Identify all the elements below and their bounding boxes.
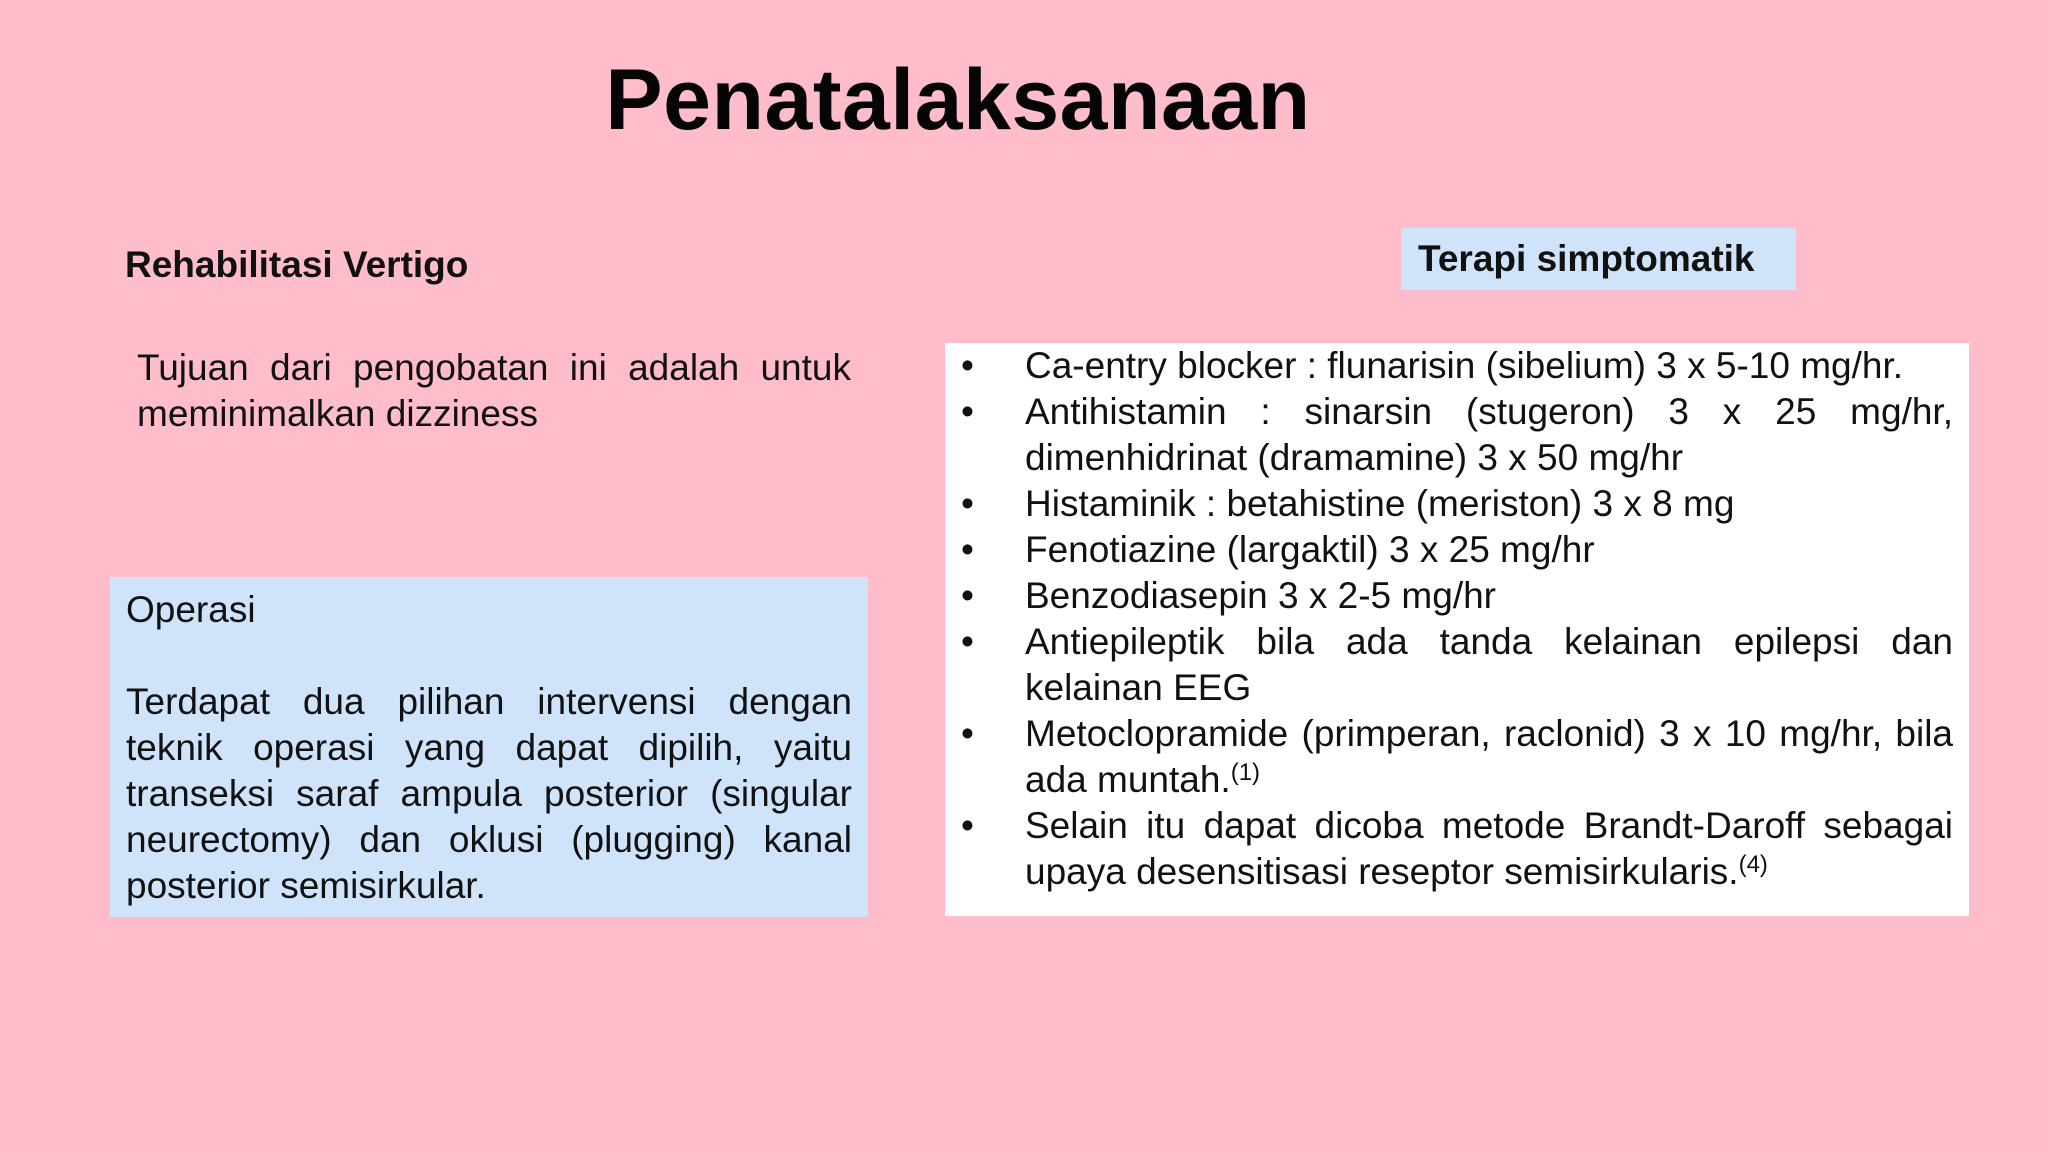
terapi-item-text: Benzodiasepin 3 x 2-5 mg/hr [1025, 575, 1496, 616]
terapi-item-text: Fenotiazine (largaktil) 3 x 25 mg/hr [1025, 529, 1595, 570]
terapi-item-antiepileptik [961, 619, 1953, 711]
terapi-item-text: Metoclopramide (primperan, raclonid) 3 x 10 mg/hr, bila ada muntah. [1025, 713, 1953, 800]
terapi-item-text: Antiepileptik bila ada tanda kelainan epilepsi dan kelainan EEG [1025, 621, 1953, 708]
operasi-text: Terdapat dua pilihan intervensi dengan teknik operasi yang dapat dipilih, yaitu transeksi saraf ampula posterior (singular neurectomy) dan oklusi (plugging) kanal posterior semisirkular. [126, 681, 852, 906]
slide-title: Penatalaksanaan [605, 52, 1311, 148]
bullet-icon: • [961, 575, 974, 616]
bullet-icon: • [961, 713, 974, 754]
terapi-item-ca-entry [961, 343, 1953, 389]
terapi-item-histaminik [961, 481, 1953, 527]
rehabilitasi-text: Tujuan dari pengobatan ini adalah untuk meminimalkan dizziness [137, 347, 851, 434]
terapi-item-ref: (4) [1738, 851, 1768, 878]
terapi-box [945, 343, 1969, 916]
terapi-item-fenotiazine [961, 527, 1953, 573]
terapi-item-text: Histaminik : betahistine (meriston) 3 x 8 mg [1025, 483, 1735, 524]
operasi-title: Operasi [126, 589, 256, 630]
bullet-icon: • [961, 483, 974, 524]
rehabilitasi-heading: Rehabilitasi Vertigo [125, 244, 469, 285]
terapi-label: Terapi simptomatik [1401, 228, 1796, 290]
terapi-item-ref: (1) [1230, 759, 1261, 786]
terapi-list [961, 343, 1953, 895]
terapi-item-metoclopramide [961, 711, 1953, 803]
terapi-item-text: Selain itu dapat dicoba metode Brandt-Daroff sebagai upaya desensitisasi reseptor semisirkularis. [1025, 805, 1953, 892]
terapi-item-text: Antihistamin : sinarsin (stugeron) 3 x 25 mg/hr, dimenhidrinat (dramamine) 3 x 50 mg/hr [1025, 391, 1953, 478]
terapi-item-brandt-daroff [961, 803, 1953, 895]
terapi-item-text: Ca-entry blocker : flunarisin (sibelium) 3 x 5-10 mg/hr. [1025, 345, 1904, 386]
terapi-item-antihistamin [961, 389, 1953, 481]
bullet-icon: • [961, 805, 974, 846]
operasi-box [110, 577, 868, 917]
bullet-icon: • [961, 391, 974, 432]
terapi-item-benzodiasepin [961, 573, 1953, 619]
bullet-icon: • [961, 345, 974, 386]
bullet-icon: • [961, 621, 974, 662]
bullet-icon: • [961, 529, 974, 570]
